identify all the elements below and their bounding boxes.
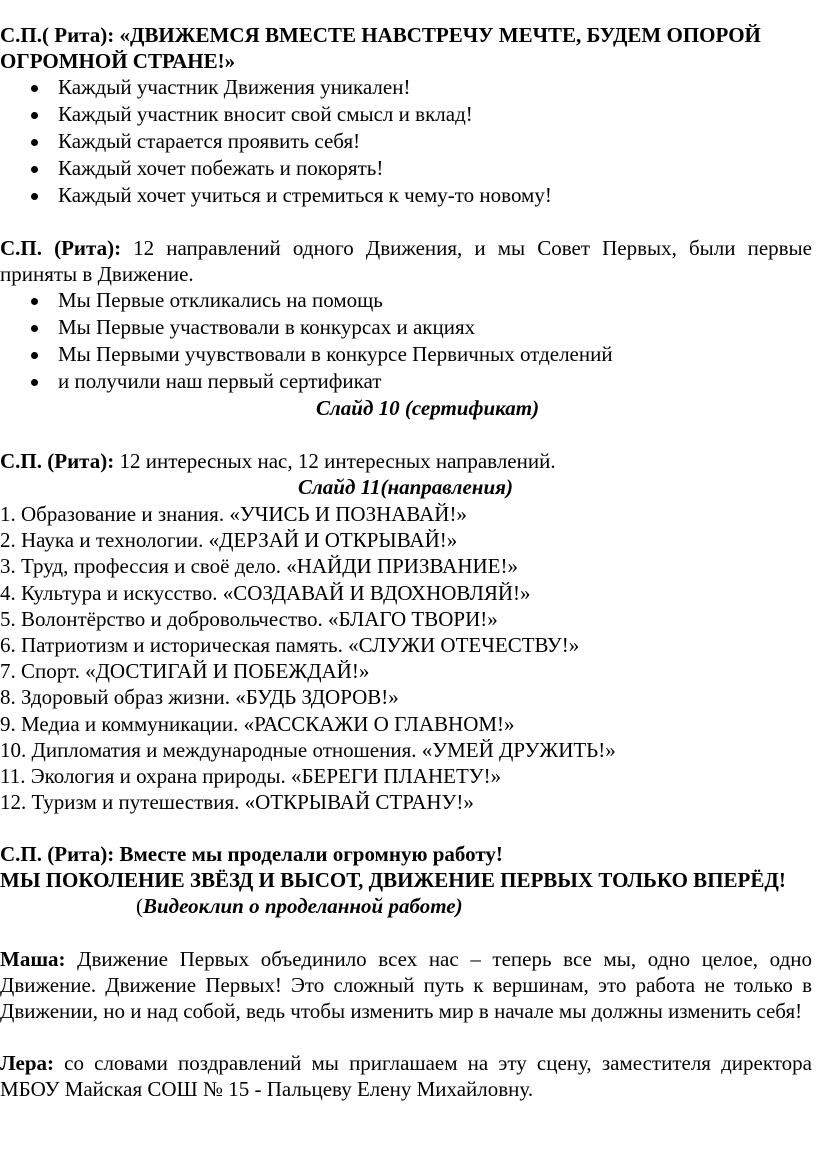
list-item: Каждый участник вносит свой смысл и вклад! xyxy=(0,101,812,128)
section4-slogan: МЫ ПОКОЛЕНИЕ ЗВЁЗД И ВЫСОТ, ДВИЖЕНИЕ ПЕРВЫХ ТОЛЬКО ВПЕРЁД! xyxy=(0,868,786,893)
paragraph-text: со словами поздравлений мы приглашаем на эту сцену, заместителя директора МБОУ Майская СОШ № 15 - Пальцеву Елену Михайловну. xyxy=(0,1051,812,1102)
video-note: (Видеоклип о проделанной работе) xyxy=(136,894,463,919)
list-item: 4. Культура и искусство. «СОЗДАВАЙ И ВДОХНОВЛЯЙ!» xyxy=(0,580,531,605)
list-item: и получили наш первый сертификат xyxy=(0,368,812,395)
list-item: Каждый участник Движения уникален! xyxy=(0,74,812,101)
list-item: 3. Труд, профессия и своё дело. «НАЙДИ ПРИЗВАНИЕ!» xyxy=(0,554,518,579)
bullet-icon xyxy=(31,193,38,200)
list-item: 10. Дипломатия и международные отношения. «УМЕЙ ДРУЖИТЬ!» xyxy=(0,737,616,762)
speaker-label: С.П. (Рита): xyxy=(0,449,115,473)
list-item: 9. Медиа и коммуникации. «РАССКАЖИ О ГЛАВНОМ!» xyxy=(0,711,515,736)
list-item: Каждый старается проявить себя! xyxy=(0,128,812,155)
section4-line1: С.П. (Рита): Вместе мы проделали огромную работу! xyxy=(0,842,503,867)
section1-bullet-list xyxy=(0,74,812,209)
paragraph-text: 12 направлений одного Движения, и мы Совет Первых, были первые приняты в Движение. xyxy=(0,236,812,286)
section6-paragraph xyxy=(0,1050,812,1102)
list-item: Мы Первые откликались на помощь xyxy=(0,287,812,314)
bullet-icon xyxy=(31,379,38,386)
document-page xyxy=(0,22,812,1102)
speaker-label: Лера: xyxy=(0,1051,54,1076)
bullet-icon xyxy=(31,298,38,305)
directions-list xyxy=(0,501,812,815)
paragraph-text: 12 интересных нас, 12 интересных направлений. xyxy=(114,449,556,473)
bullet-icon xyxy=(31,325,38,332)
section2-bullet-list xyxy=(0,287,812,395)
speaker-label: С.П. (Рита): xyxy=(0,236,122,260)
list-item: Каждый хочет учиться и стремиться к чему-то новому! xyxy=(0,182,812,209)
list-item: 12. Туризм и путешествия. «ОТКРЫВАЙ СТРАНУ!» xyxy=(0,790,474,815)
bullet-icon xyxy=(31,139,38,146)
list-item: 1. Образование и знания. «УЧИСЬ И ПОЗНАВАЙ!» xyxy=(0,502,467,526)
list-item: 2. Наука и технологии. «ДЕРЗАЙ И ОТКРЫВАЙ!» xyxy=(0,528,458,553)
section1-heading: С.П.( Рита): «ДВИЖЕМСЯ ВМЕСТЕ НАВСТРЕЧУ МЕЧТЕ, БУДЕМ ОПОРОЙ ОГРОМНОЙ СТРАНЕ!» xyxy=(0,23,761,73)
bullet-icon xyxy=(31,352,38,359)
list-item: 8. Здоровый образ жизни. «БУДЬ ЗДОРОВ!» xyxy=(0,685,399,710)
list-item: 5. Волонтёрство и добровольчество. «БЛАГО ТВОРИ!» xyxy=(0,606,498,631)
section3-paragraph xyxy=(0,448,812,474)
list-item: Мы Первыми учувствовали в конкурсе Первичных отделений xyxy=(0,341,812,368)
section2-paragraph xyxy=(0,235,812,287)
list-item: Каждый хочет побежать и покорять! xyxy=(0,155,812,182)
slide-note: Слайд 11(направления) xyxy=(298,475,513,499)
bullet-icon xyxy=(31,112,38,119)
paragraph-text: Движение Первых объединило всех нас – теперь все мы, одно целое, одно Движение. Движение Первых! Это сложный путь к вершинам, это работа не только в Движении, но и над собой, ведь чтобы изменить мир в начале мы должны изменить себя! xyxy=(0,947,812,1024)
list-item: Мы Первые участвовали в конкурсах и акциях xyxy=(0,314,812,341)
bullet-icon xyxy=(31,166,38,173)
bullet-icon xyxy=(31,85,38,92)
list-item: 11. Экология и охрана природы. «БЕРЕГИ ПЛАНЕТУ!» xyxy=(0,764,502,789)
speaker-label: Маша: xyxy=(0,947,66,972)
list-item: 6. Патриотизм и историческая память. «СЛУЖИ ОТЕЧЕСТВУ!» xyxy=(0,633,580,658)
list-item: 7. Спорт. «ДОСТИГАЙ И ПОБЕЖДАЙ!» xyxy=(0,659,370,684)
slide-note: Слайд 10 (сертификат) xyxy=(316,396,540,420)
section5-paragraph xyxy=(0,946,812,1024)
